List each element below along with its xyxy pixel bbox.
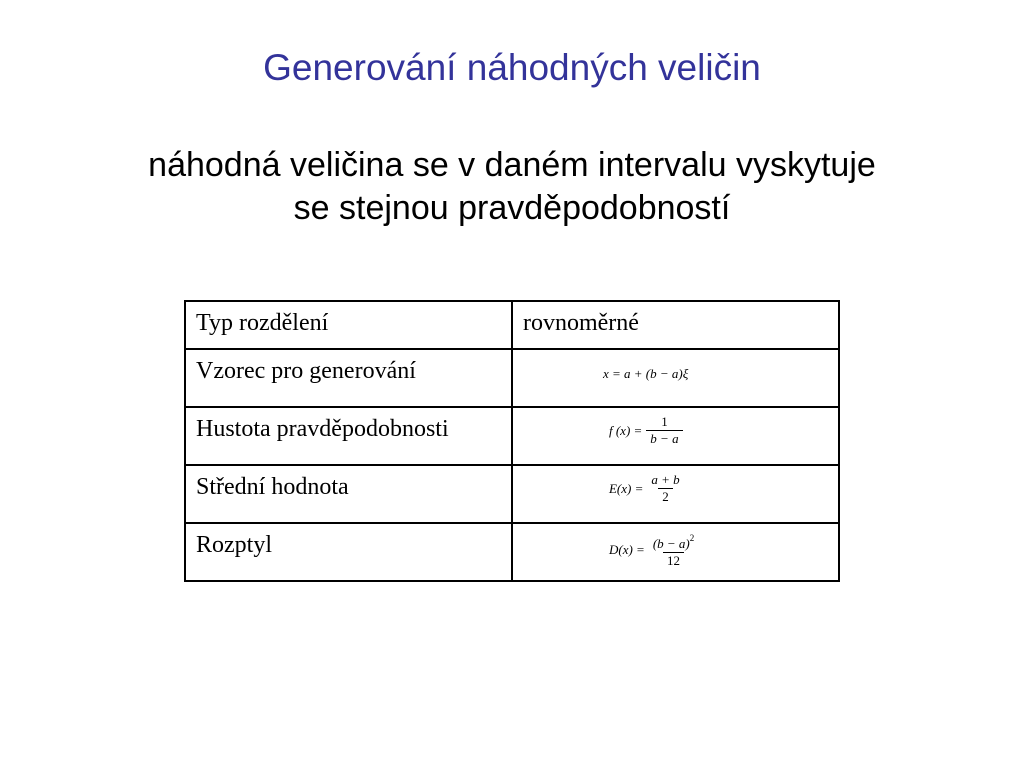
table-row: [185, 465, 839, 523]
subtitle-line-2: se stejnou pravděpodobností: [293, 189, 731, 227]
variance-exponent: 2: [689, 533, 695, 543]
row-value-generation-formula: [512, 349, 839, 407]
row-value-probability-density: [512, 407, 839, 465]
row-label-distribution-type: Typ rozdělení: [185, 301, 512, 349]
row-value-variance: [512, 523, 839, 581]
density-formula-lhs: f (x) =: [608, 422, 643, 438]
mean-denominator: 2: [658, 488, 673, 505]
row-label-generation-formula: Vzorec pro generování: [185, 349, 512, 407]
variance-numerator-base: (b − a): [652, 536, 690, 551]
row-label-variance: Rozptyl: [185, 523, 512, 581]
density-formula: [609, 414, 830, 447]
table-row: [185, 301, 839, 349]
variance-numerator: [649, 530, 698, 552]
slide-subtitle: [0, 144, 1024, 230]
row-label-mean-value: Střední hodnota: [185, 465, 512, 523]
row-label-probability-density: Hustota pravděpodobnosti: [185, 407, 512, 465]
density-fraction: [646, 414, 682, 447]
slide-title: Generování náhodných veličin: [263, 47, 761, 88]
table-row: [185, 349, 839, 407]
variance-formula-lhs: D(x) =: [608, 541, 645, 557]
density-denominator: b − a: [646, 430, 682, 447]
subtitle-line-1: náhodná veličina se v daném intervalu vyskytuje: [148, 146, 876, 184]
density-numerator: 1: [661, 414, 668, 429]
variance-fraction: [649, 530, 698, 569]
generation-formula: x = a + (b − a)ξ: [602, 366, 689, 381]
mean-fraction: [647, 472, 683, 505]
mean-formula: [609, 472, 830, 505]
mean-numerator: a + b: [651, 472, 680, 487]
row-value-mean-value: [512, 465, 839, 523]
row-value-distribution-type: rovnoměrné: [512, 301, 839, 349]
table-row: [185, 523, 839, 581]
variance-denominator: 12: [663, 552, 684, 569]
variance-formula: [609, 530, 830, 569]
distribution-table: [184, 300, 840, 582]
mean-formula-lhs: E(x) =: [608, 480, 644, 496]
table-row: [185, 407, 839, 465]
